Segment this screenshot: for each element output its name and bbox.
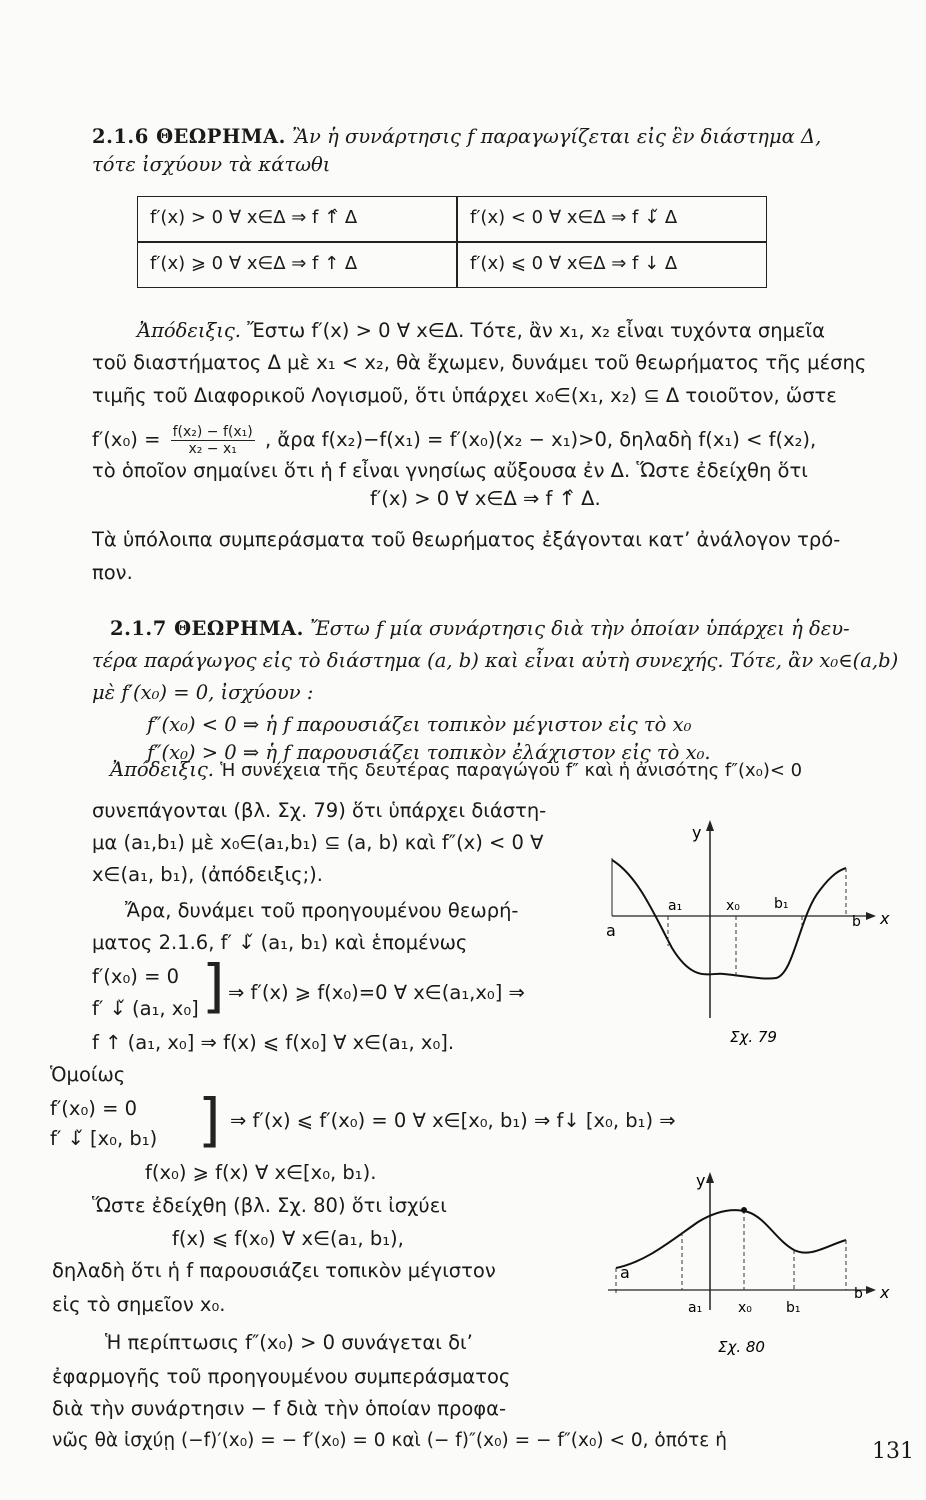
proof-216-line4 <box>92 424 816 457</box>
label-x0: x₀ <box>726 898 740 914</box>
figure-80-graph <box>598 1170 898 1370</box>
table-cell: f′(x) < 0 ∀ x∈Δ ⇒ f ↓̌ Δ <box>470 207 678 228</box>
proof-217-line4: x∈(a₁, b₁), (ἀπόδειξις;). <box>92 863 323 886</box>
figure-79-graph <box>598 818 898 1058</box>
proof-217-line10b: f′ ↓̌ [x₀, b₁) <box>50 1127 158 1150</box>
label-b1: b₁ <box>774 896 789 912</box>
figure-79 <box>598 818 898 1058</box>
proof-label: Ἀπόδειξις. <box>137 319 241 342</box>
table-cell: f′(x) ⩾ 0 ∀ x∈Δ ⇒ f ↑ Δ <box>150 253 358 274</box>
theorem-217-case1: f″(x₀) < 0 ⇒ ἡ f παρουσιάζει τοπικὸν μέγιστον εἰς τὸ x₀ <box>147 713 692 736</box>
proof-text: Ἡ συνέχεια τῆς δευτέρας παραγώγου f″ καὶ ἡ ἀνισότης f″(x₀)< 0 <box>220 760 803 781</box>
theorem-217-heading: 2.1.7 ΘΕΩΡΗΜΑ. <box>110 617 304 640</box>
right-bracket: ] <box>198 1086 221 1154</box>
theorem-216-heading: 2.1.6 ΘΕΩΡΗΜΑ. <box>92 125 286 148</box>
table-cell: f′(x) ⩽ 0 ∀ x∈Δ ⇒ f ↓ Δ <box>470 253 678 274</box>
proof-216-line2: τοῦ διαστήματος Δ μὲ x₁ < x₂, θὰ ἔχωμεν, δυνάμει τοῦ θεωρήματος τῆς μέσης <box>92 351 867 374</box>
proof-217-line13: f(x) ⩽ f(x₀) ∀ x∈(a₁, b₁), <box>172 1227 404 1250</box>
table-divider-horizontal <box>138 241 766 243</box>
label-a1: a₁ <box>668 898 683 914</box>
figure-80 <box>598 1170 898 1370</box>
proof-217-line15: εἰς τὸ σημεῖον x₀. <box>52 1293 226 1316</box>
proof-217-line11: f(x₀) ⩾ f(x) ∀ x∈[x₀, b₁). <box>145 1161 377 1184</box>
proof-217-line7b: f′ ↓̌ (a₁, x₀] <box>92 997 199 1020</box>
theorem-216-line2: τότε ἰσχύουν τὰ κάτωθι <box>92 153 331 176</box>
theorem-217-statement: Ἔστω f μία συνάρτησις διὰ τὴν ὁποίαν ὑπάρχει ἡ δευ- <box>310 617 850 640</box>
proof-216-line3: τιμῆς τοῦ Διαφορικοῦ Λογισμοῦ, ὅτι ὑπάρχει x₀∈(x₁, x₂) ⊆ Δ τοιοῦτον, ὥστε <box>92 384 837 407</box>
theorem-217-line3: μὲ f′(x₀) = 0, ἰσχύουν : <box>92 681 314 704</box>
proof-217-line14: δηλαδὴ ὅτι ἡ f παρουσιάζει τοπικὸν μέγιστον <box>52 1259 496 1282</box>
label-a1: a₁ <box>688 1300 703 1316</box>
proof-216-line8: πον. <box>92 561 133 584</box>
y-axis-arrow <box>706 1172 714 1183</box>
proof-217-line19: νῶς θὰ ἰσχύῃ (−f)′(x₀) = − f′(x₀) = 0 καὶ (− f)″(x₀) = − f″(x₀) < 0, ὁπότε ἡ <box>52 1430 727 1451</box>
equation-lhs: f′(x₀) = <box>92 428 161 451</box>
proof-217-line8: f ↑ (a₁, x₀] ⇒ f(x) ⩽ f(x₀] ∀ x∈(a₁, x₀]. <box>92 1031 455 1054</box>
label-y: y <box>692 823 702 842</box>
figure-caption: Σχ. 80 <box>718 1338 765 1356</box>
fraction-numerator: f(x₂) − f(x₁) <box>172 424 253 440</box>
proof-label: Ἀπόδειξις. <box>110 758 214 781</box>
theorem-216-line1 <box>92 124 821 150</box>
label-b: b <box>852 914 861 930</box>
proof-217-line9: Ὁμοίως <box>50 1063 126 1086</box>
proof-217-line5: Ἄρα, δυνάμει τοῦ προηγουμένου θεωρή- <box>125 899 519 922</box>
proof-217-line7c: ⇒ f′(x) ⩾ f(x₀)=0 ∀ x∈(a₁,x₀] ⇒ <box>228 981 525 1004</box>
figure-caption: Σχ. 79 <box>730 1028 777 1046</box>
curve-f <box>616 1210 846 1268</box>
proof-216-line7: Τὰ ὑπόλοιπα συμπεράσματα τοῦ θεωρήματος ἐξάγονται κατ’ ἀνάλογον τρό- <box>92 528 841 551</box>
theorem-216-statement: Ἂν ἡ συνάρτησις f παραγωγίζεται εἰς ἓν διάστημα Δ, <box>292 125 822 148</box>
label-b1: b₁ <box>786 1300 801 1316</box>
label-a: a <box>620 1263 630 1282</box>
theorem-217-case2: f″(x₀) > 0 ⇒ ἡ f παρουσιάζει τοπικὸν ἐλάχιστον εἰς τὸ x₀. <box>147 741 711 764</box>
label-b: b <box>854 1286 863 1302</box>
equation-rest: , ἄρα f(x₂)−f(x₁) = f′(x₀)(x₂ − x₁)>0, δηλαδὴ f(x₁) < f(x₂), <box>264 428 817 451</box>
theorem-217-line2: τέρα παράγωγος εἰς τὸ διάστημα (a, b) καὶ εἶναι αὐτὴ συνεχής. Τότε, ἂν x₀∈(a,b) <box>92 649 899 672</box>
table-cell: f′(x) > 0 ∀ x∈Δ ⇒ f ↑̂ Δ <box>150 207 358 228</box>
proof-217-line10a: f′(x₀) = 0 <box>50 1097 138 1120</box>
proof-217-line18: διὰ τὴν συνάρτησιν − f διὰ τὴν ὁποίαν προφα- <box>52 1397 507 1420</box>
proof-217-line12: Ὥστε ἐδείχθη (βλ. Σχ. 80) ὅτι ἰσχύει <box>92 1194 447 1217</box>
right-bracket: ] <box>202 952 225 1020</box>
proof-217-line2: συνεπάγονται (βλ. Σχ. 79) ὅτι ὑπάρχει διάστη- <box>92 799 547 822</box>
proof-216-line1 <box>137 318 825 344</box>
proof-217-line3: μα (a₁,b₁) μὲ x₀∈(a₁,b₁) ⊆ (a, b) καὶ f″(x) < 0 ∀ <box>92 831 544 854</box>
fraction <box>171 424 255 457</box>
page-number: 131 <box>872 1439 914 1464</box>
proof-217-line1 <box>110 757 802 784</box>
proof-217-line17: ἐφαρμογῆς τοῦ προηγουμένου συμπεράσματος <box>52 1365 511 1388</box>
theorem-217-line1 <box>110 616 850 642</box>
y-axis-arrow <box>706 820 714 831</box>
proof-217-line6: ματος 2.1.6, f′ ↓̌ (a₁, b₁) καὶ ἑπομένως <box>92 931 468 954</box>
proof-217-line16: Ἡ περίπτωσις f″(x₀) > 0 συνάγεται δι’ <box>105 1331 473 1354</box>
label-a: a <box>606 921 616 940</box>
local-maximum-point <box>741 1207 747 1213</box>
proof-text: Ἔστω f′(x) > 0 ∀ x∈Δ. Τότε, ἂν x₁, x₂ εἶναι τυχόντα σημεῖα <box>247 319 826 342</box>
implication-table <box>137 196 767 288</box>
x-axis-arrow <box>866 1286 876 1294</box>
label-x0: x₀ <box>738 1300 752 1316</box>
label-x: x <box>880 909 890 928</box>
proof-217-line10c: ⇒ f′(x) ⩽ f′(x₀) = 0 ∀ x∈[x₀, b₁) ⇒ f↓ [x₀, b₁) ⇒ <box>230 1109 676 1132</box>
proof-216-line6: f′(x) > 0 ∀ x∈Δ ⇒ f ↑̂ Δ. <box>370 487 601 510</box>
label-y: y <box>696 1171 706 1190</box>
proof-217-line7a: f′(x₀) = 0 <box>92 965 180 988</box>
label-x: x <box>880 1283 890 1302</box>
fraction-denominator: x₂ − x₁ <box>188 441 237 457</box>
proof-216-line5: τὸ ὁποῖον σημαίνει ὅτι ἡ f εἶναι γνησίως αὔξουσα ἐν Δ. Ὥστε ἐδείχθη ὅτι <box>92 459 808 482</box>
curve-f <box>612 860 846 979</box>
x-axis-arrow <box>866 912 876 920</box>
